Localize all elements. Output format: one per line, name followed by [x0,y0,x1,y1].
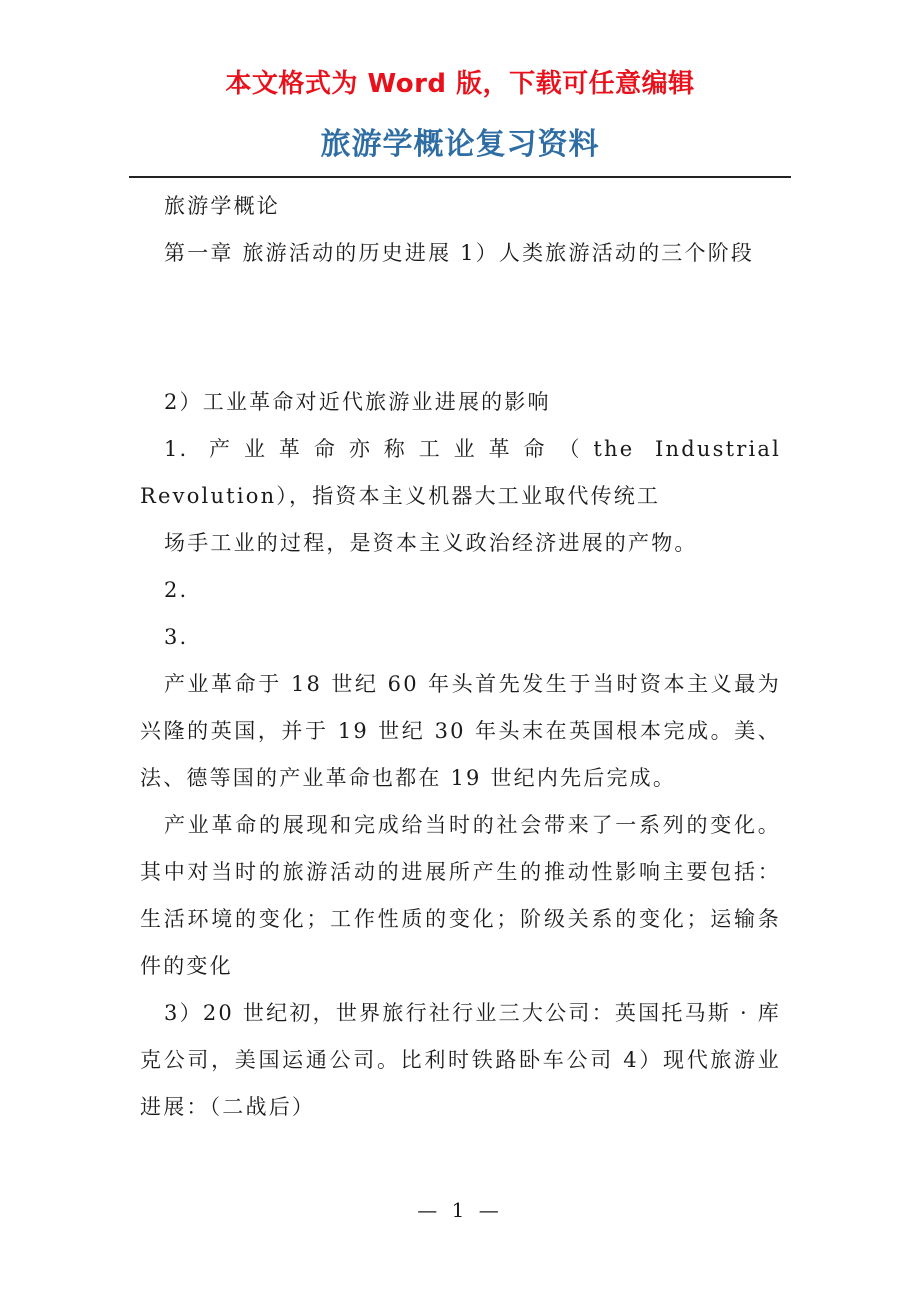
document-title: 旅游学概论复习资料 [320,127,600,162]
section-heading: 旅游学概论 [164,194,280,218]
paragraph: 产业革命的展现和完成给当时的社会带来了一系列的变化。其中对当时的旅游活动的进展所产生的推动性影响主要包括：生活环境的变化；工作性质的变化；阶级关系的变化；运输条件的变化 [140,813,781,978]
format-notice-banner: 本文格式为 Word 版，下载可任意编辑 [225,69,695,99]
paragraph: 产业革命于 18 世纪 60 年头首先发生于当时资本主义最为兴隆的英国，并于 19 世纪 30 年头末在英国根本完成。美、法、德等国的产业革命也都在 19 世纪内先后完成。 [140,672,781,790]
paragraph: 3. [164,625,189,649]
document-body [140,183,781,1131]
paragraph: 2）工业革命对近代旅游业进展的影响 [164,390,551,414]
paragraph: 2. [164,578,189,602]
header-divider [129,176,791,178]
chapter-heading: 第一章 旅游活动的历史进展 1）人类旅游活动的三个阶段 [164,241,755,265]
page-number: — 1 — [417,1198,503,1222]
paragraph: 场手工业的过程，是资本主义政治经济进展的产物。 [164,531,698,555]
paragraph: 3）20 世纪初，世界旅行社行业三大公司：英国托马斯 · 库克公司，美国运通公司。比利时铁路卧车公司 4）现代旅游业进展：（二战后） [140,1001,781,1119]
paragraph: 1. 产业革命亦称工业革命（the Industrial Revolution），指资本主义机器大工业取代传统工 [140,437,781,508]
blank-space [140,277,781,379]
